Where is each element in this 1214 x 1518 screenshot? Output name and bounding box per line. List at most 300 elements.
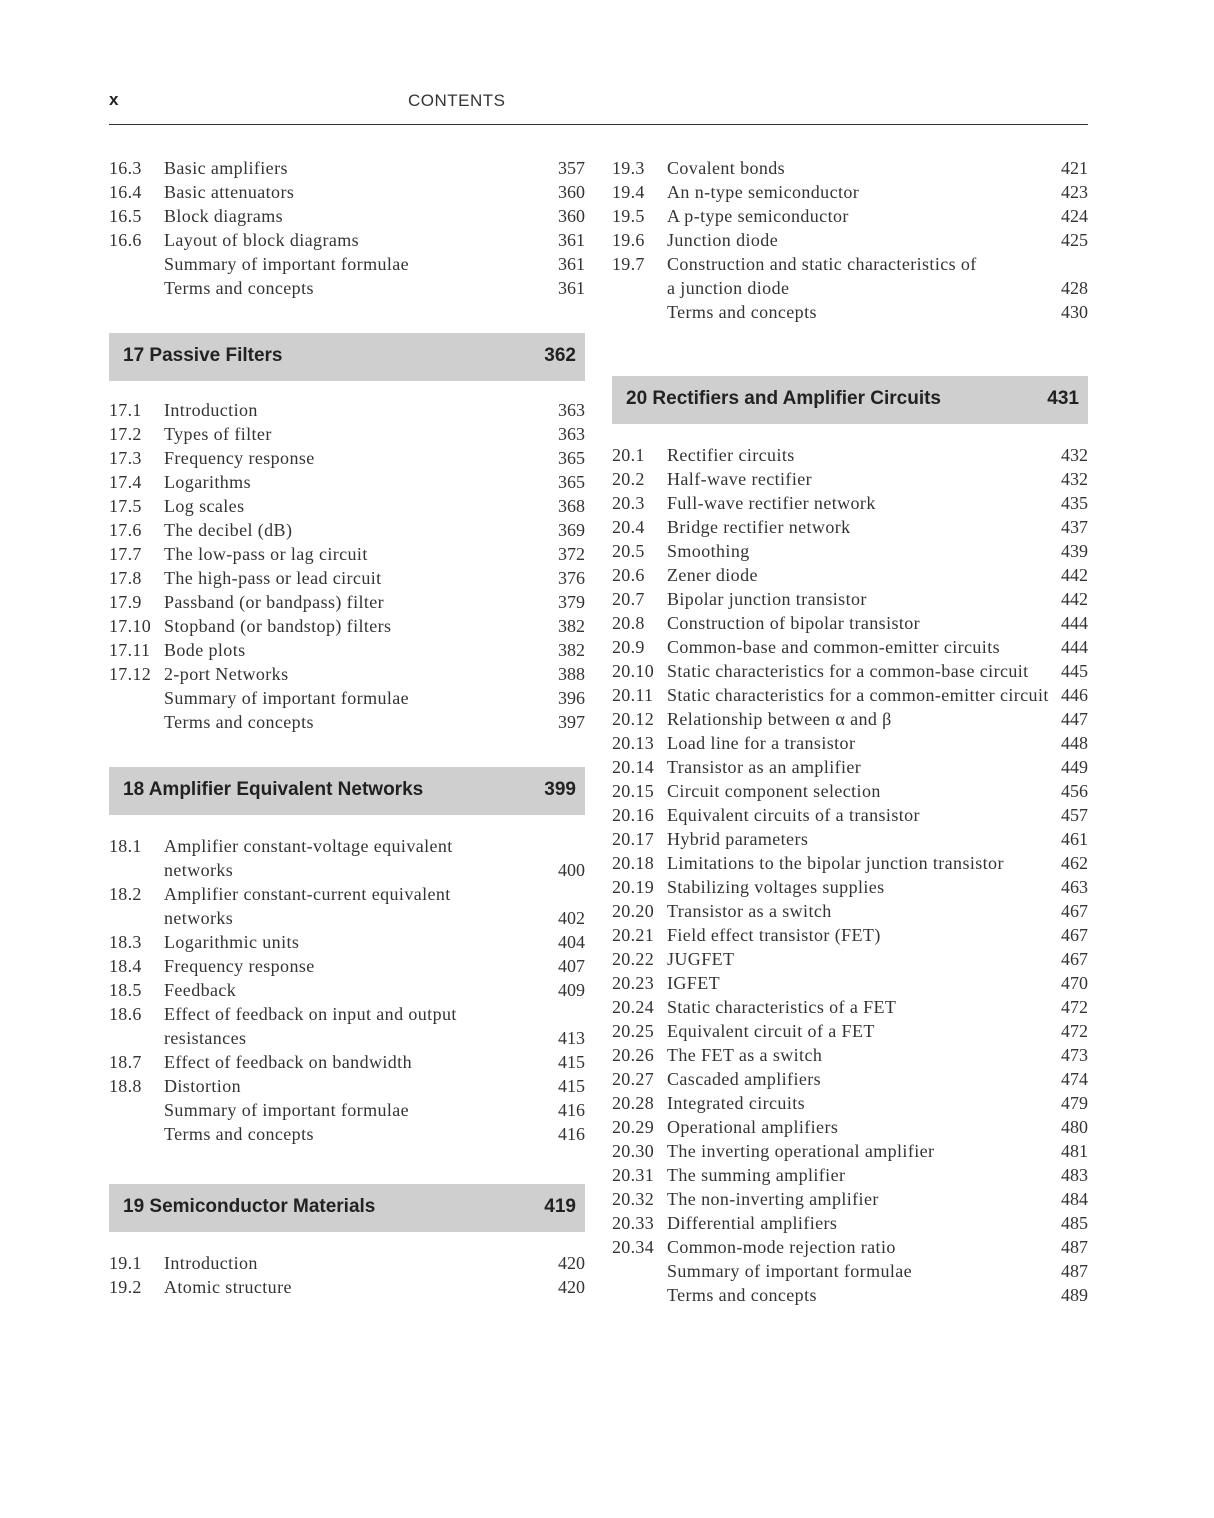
toc-entry[interactable] [612, 228, 1088, 252]
section-title: Common-base and common-emitter circuits [667, 637, 1001, 657]
toc-entry[interactable] [612, 1067, 1088, 1091]
section-title: networks [164, 860, 234, 880]
toc-entry[interactable] [109, 1026, 585, 1050]
chapter-heading-18[interactable] [109, 767, 585, 815]
page-number: 415 [558, 1076, 585, 1096]
section-title: The non-inverting amplifier [667, 1189, 879, 1209]
page-number: 407 [558, 956, 585, 976]
section-number: 16.6 [109, 230, 142, 250]
page-number: 437 [1061, 517, 1088, 537]
toc-entry[interactable] [612, 755, 1088, 779]
page-number: 487 [1061, 1237, 1088, 1257]
section-title: Static characteristics for a common-emitter circuit [667, 685, 1049, 705]
section-number: 20.17 [612, 829, 654, 849]
toc-entry[interactable] [612, 611, 1088, 635]
page-number: 445 [1061, 661, 1088, 681]
section-number: 19.4 [612, 182, 645, 202]
section-title: Operational amplifiers [667, 1117, 839, 1137]
section-number: 20.20 [612, 901, 654, 921]
section-number: 20.7 [612, 589, 645, 609]
toc-entry[interactable] [612, 851, 1088, 875]
section-title: Amplifier constant-current equivalent [164, 884, 451, 904]
toc-entry[interactable] [109, 1050, 585, 1074]
toc-entry[interactable] [612, 731, 1088, 755]
section-number: 20.4 [612, 517, 645, 537]
section-number: 16.5 [109, 206, 142, 226]
page-number: 439 [1061, 541, 1088, 561]
section-title: Terms and concepts [667, 1285, 817, 1305]
section-title: Effect of feedback on input and output [164, 1004, 457, 1024]
page-number: 388 [558, 664, 585, 684]
running-head: CONTENTS [408, 91, 506, 110]
chapter-title: 18 Amplifier Equivalent Networks [123, 779, 424, 800]
page-number: 480 [1061, 1117, 1088, 1137]
section-number: 20.2 [612, 469, 645, 489]
section-number: 17.5 [109, 496, 142, 516]
toc-entry[interactable] [612, 635, 1088, 659]
page-number: 368 [558, 496, 585, 516]
section-number: 17.8 [109, 568, 142, 588]
section-number: 20.31 [612, 1165, 654, 1185]
section-number: 20.33 [612, 1213, 654, 1233]
section-number: 17.3 [109, 448, 142, 468]
toc-entry[interactable] [109, 422, 585, 446]
page-number: 361 [558, 278, 585, 298]
section-number: 17.7 [109, 544, 142, 564]
page-number: 425 [1061, 230, 1088, 250]
section-number: 20.29 [612, 1117, 654, 1137]
section-number: 18.2 [109, 884, 142, 904]
toc-entry[interactable] [109, 518, 585, 542]
toc-entry[interactable] [612, 1259, 1088, 1283]
page-number: 420 [558, 1253, 585, 1273]
section-number: 20.32 [612, 1189, 654, 1209]
page-number: 430 [1061, 302, 1088, 322]
section-title: Common-mode rejection ratio [667, 1237, 896, 1257]
section-title: Differential amplifiers [667, 1213, 838, 1233]
toc-entry[interactable] [109, 252, 585, 276]
section-number: 20.27 [612, 1069, 654, 1089]
section-title: The FET as a switch [667, 1045, 823, 1065]
section-number: 20.26 [612, 1045, 654, 1065]
page-number: 379 [558, 592, 585, 612]
page-number: 416 [558, 1124, 585, 1144]
section-title: Limitations to the bipolar junction transistor [667, 853, 1004, 873]
section-number: 20.28 [612, 1093, 654, 1113]
page-number: 457 [1061, 805, 1088, 825]
section-title: Zener diode [667, 565, 758, 585]
toc-entry[interactable] [109, 1251, 585, 1275]
section-number: 20.23 [612, 973, 654, 993]
page-number: 365 [558, 472, 585, 492]
page-number: 442 [1061, 565, 1088, 585]
section-number: 17.2 [109, 424, 142, 444]
page-number: 472 [1061, 997, 1088, 1017]
section-title: Circuit component selection [667, 781, 881, 801]
section-title: Frequency response [164, 956, 315, 976]
toc-entry[interactable] [612, 563, 1088, 587]
page-number: 435 [1061, 493, 1088, 513]
toc-entry[interactable] [612, 539, 1088, 563]
toc-entry[interactable] [612, 1163, 1088, 1187]
section-title: resistances [164, 1028, 247, 1048]
toc-entry[interactable] [109, 930, 585, 954]
section-number: 17.1 [109, 400, 142, 420]
page-number: 361 [558, 230, 585, 250]
toc-entry[interactable] [109, 1122, 585, 1146]
page-number: 432 [1061, 469, 1088, 489]
section-number: 20.34 [612, 1237, 654, 1257]
page-number: 487 [1061, 1261, 1088, 1281]
section-title: Rectifier circuits [667, 445, 795, 465]
toc-entry[interactable] [109, 590, 585, 614]
page-number: 444 [1061, 613, 1088, 633]
page-number: 449 [1061, 757, 1088, 777]
entry-list [612, 156, 1088, 324]
page-number: 396 [558, 688, 585, 708]
toc-entry[interactable] [109, 858, 585, 882]
page-number: 382 [558, 640, 585, 660]
toc-entry[interactable] [612, 707, 1088, 731]
section-title: IGFET [667, 973, 720, 993]
section-title: Transistor as an amplifier [667, 757, 862, 777]
toc-entry[interactable] [612, 1043, 1088, 1067]
page-number: 470 [1061, 973, 1088, 993]
page-header [109, 88, 1088, 125]
toc-entry[interactable] [612, 180, 1088, 204]
entry-list [612, 443, 1088, 1307]
toc-entry[interactable] [612, 467, 1088, 491]
page-number: 365 [558, 448, 585, 468]
toc-entry[interactable] [612, 1211, 1088, 1235]
section-number: 17.6 [109, 520, 142, 540]
toc-entry[interactable] [109, 470, 585, 494]
toc-entry[interactable] [109, 662, 585, 686]
page-number: 415 [558, 1052, 585, 1072]
page-number: 369 [558, 520, 585, 540]
toc-entry[interactable] [612, 1283, 1088, 1307]
section-title: Introduction [164, 400, 258, 420]
section-number: 20.15 [612, 781, 654, 801]
toc-entry[interactable] [109, 1074, 585, 1098]
section-number: 20.14 [612, 757, 654, 777]
section-title: Summary of important formulae [164, 1100, 410, 1120]
entry-list [109, 156, 585, 300]
toc-entry[interactable] [612, 204, 1088, 228]
page-number: 416 [558, 1100, 585, 1120]
page-number: 382 [558, 616, 585, 636]
section-number: 19.6 [612, 230, 645, 250]
section-number: 20.30 [612, 1141, 654, 1161]
section-number: 17.12 [109, 664, 151, 684]
toc-entry[interactable] [612, 1235, 1088, 1259]
section-number: 18.1 [109, 836, 142, 856]
section-title: 2-port Networks [164, 664, 289, 684]
toc-entry[interactable] [612, 875, 1088, 899]
section-title: Summary of important formulae [667, 1261, 913, 1281]
section-number: 17.11 [109, 640, 151, 660]
section-number: 20.21 [612, 925, 654, 945]
toc-entry[interactable] [109, 542, 585, 566]
page-number: 363 [558, 400, 585, 420]
page-number: 472 [1061, 1021, 1088, 1041]
section-title: Bipolar junction transistor [667, 589, 867, 609]
toc-entry[interactable] [612, 995, 1088, 1019]
section-number: 20.19 [612, 877, 654, 897]
section-title: Transistor as a switch [667, 901, 832, 921]
toc-entry[interactable] [109, 204, 585, 228]
section-number: 18.5 [109, 980, 142, 1000]
page-number: 485 [1061, 1213, 1088, 1233]
page-number: 400 [558, 860, 585, 880]
page-number: 361 [558, 254, 585, 274]
entry-list [109, 1251, 585, 1299]
toc-entry[interactable] [109, 978, 585, 1002]
section-title: Smoothing [667, 541, 750, 561]
section-number: 20.5 [612, 541, 645, 561]
section-title: Types of filter [164, 424, 272, 444]
toc-entry[interactable] [109, 834, 585, 858]
toc-entry[interactable] [109, 566, 585, 590]
section-title: Introduction [164, 1253, 258, 1273]
toc-entry[interactable] [109, 494, 585, 518]
page-number: 357 [558, 158, 585, 178]
section-title: Logarithms [164, 472, 251, 492]
section-title: Integrated circuits [667, 1093, 806, 1113]
toc-entry[interactable] [612, 1139, 1088, 1163]
chapter-heading-20[interactable] [612, 376, 1088, 424]
section-title: Construction of bipolar transistor [667, 613, 921, 633]
toc-entry[interactable] [109, 398, 585, 422]
toc-entry[interactable] [109, 882, 585, 906]
toc-entry[interactable] [612, 156, 1088, 180]
section-title: Field effect transistor (FET) [667, 925, 881, 945]
section-title: JUGFET [667, 949, 735, 969]
page-number: 360 [558, 182, 585, 202]
section-number: 20.12 [612, 709, 654, 729]
section-number: 17.4 [109, 472, 142, 492]
toc-entry[interactable] [612, 300, 1088, 324]
section-number: 20.18 [612, 853, 654, 873]
toc-entry[interactable] [612, 779, 1088, 803]
section-title: Load line for a transistor [667, 733, 856, 753]
chapter-page: 419 [544, 1196, 576, 1217]
page-number: 463 [1061, 877, 1088, 897]
page-number: 467 [1061, 949, 1088, 969]
section-number: 20.25 [612, 1021, 654, 1041]
page-number: 447 [1061, 709, 1088, 729]
toc-entry[interactable] [109, 446, 585, 470]
section-title: Basic attenuators [164, 182, 295, 202]
page-number: 489 [1061, 1285, 1088, 1305]
section-title: Feedback [164, 980, 237, 1000]
toc-entry[interactable] [612, 803, 1088, 827]
toc-entry[interactable] [612, 827, 1088, 851]
toc-entry[interactable] [612, 683, 1088, 707]
page-number: 446 [1061, 685, 1088, 705]
section-number: 20.10 [612, 661, 654, 681]
toc-entry[interactable] [612, 276, 1088, 300]
entry-list [109, 834, 585, 1146]
chapter-page: 431 [1047, 388, 1079, 409]
chapter-page: 362 [544, 345, 576, 366]
section-title: The summing amplifier [667, 1165, 846, 1185]
page-number: x [109, 90, 119, 109]
chapter-heading-19[interactable] [109, 1184, 585, 1232]
section-title: An n-type semiconductor [667, 182, 860, 202]
toc-entry[interactable] [109, 686, 585, 710]
toc-entry[interactable] [612, 899, 1088, 923]
toc-entry[interactable] [612, 1187, 1088, 1211]
section-title: Static characteristics for a common-base circuit [667, 661, 1029, 681]
section-title: Layout of block diagrams [164, 230, 360, 250]
toc-entry[interactable] [612, 252, 1088, 276]
section-number: 18.6 [109, 1004, 142, 1024]
section-title: Distortion [164, 1076, 242, 1096]
page-number: 404 [558, 932, 585, 952]
page-number: 421 [1061, 158, 1088, 178]
section-title: Cascaded amplifiers [667, 1069, 822, 1089]
section-number: 16.4 [109, 182, 142, 202]
section-title: The decibel (dB) [164, 520, 293, 540]
page-number: 479 [1061, 1093, 1088, 1113]
chapter-page: 399 [544, 779, 576, 800]
section-number: 16.3 [109, 158, 142, 178]
page-number: 423 [1061, 182, 1088, 202]
section-title: Bridge rectifier network [667, 517, 851, 537]
toc-entry[interactable] [612, 1115, 1088, 1139]
section-title: networks [164, 908, 234, 928]
toc-entry[interactable] [612, 443, 1088, 467]
section-number: 17.9 [109, 592, 142, 612]
section-number: 20.13 [612, 733, 654, 753]
toc-entry[interactable] [109, 1275, 585, 1299]
section-number: 20.6 [612, 565, 645, 585]
page-number: 363 [558, 424, 585, 444]
toc-entry[interactable] [109, 614, 585, 638]
page-number: 444 [1061, 637, 1088, 657]
page-number: 467 [1061, 925, 1088, 945]
section-number: 18.8 [109, 1076, 142, 1096]
section-title: Stopband (or bandstop) filters [164, 616, 392, 636]
toc-entry[interactable] [612, 1091, 1088, 1115]
section-number: 20.22 [612, 949, 654, 969]
section-number: 18.3 [109, 932, 142, 952]
page-number: 462 [1061, 853, 1088, 873]
section-title: Equivalent circuits of a transistor [667, 805, 920, 825]
page-number: 428 [1061, 278, 1088, 298]
page-number: 456 [1061, 781, 1088, 801]
toc-entry[interactable] [109, 180, 585, 204]
section-number: 20.11 [612, 685, 654, 705]
section-number: 19.7 [612, 254, 645, 274]
toc-entry[interactable] [109, 156, 585, 180]
section-title: Terms and concepts [164, 1124, 314, 1144]
section-number: 18.7 [109, 1052, 142, 1072]
page-number: 402 [558, 908, 585, 928]
section-number: 19.3 [612, 158, 645, 178]
page-number: 397 [558, 712, 585, 732]
page-number: 448 [1061, 733, 1088, 753]
entry-list [109, 398, 585, 734]
section-number: 20.24 [612, 997, 654, 1017]
toc-entry[interactable] [612, 587, 1088, 611]
section-title: The inverting operational amplifier [667, 1141, 935, 1161]
page-number: 467 [1061, 901, 1088, 921]
section-title: Basic amplifiers [164, 158, 288, 178]
page-number: 442 [1061, 589, 1088, 609]
chapter-title: 20 Rectifiers and Amplifier Circuits [626, 388, 942, 409]
contents-column-left [109, 156, 585, 1299]
section-number: 18.4 [109, 956, 142, 976]
toc-entry[interactable] [109, 1098, 585, 1122]
toc-entry[interactable] [109, 1002, 585, 1026]
toc-entry[interactable] [612, 491, 1088, 515]
toc-entry[interactable] [109, 228, 585, 252]
toc-entry[interactable] [109, 276, 585, 300]
toc-entry[interactable] [109, 638, 585, 662]
page-number: 481 [1061, 1141, 1088, 1161]
section-title: Frequency response [164, 448, 315, 468]
section-number: 17.10 [109, 616, 151, 636]
chapter-title: 17 Passive Filters [123, 345, 283, 366]
section-title: A p-type semiconductor [667, 206, 849, 226]
section-title: Relationship between α and β [667, 709, 892, 729]
toc-entry[interactable] [109, 954, 585, 978]
section-title: Summary of important formulae [164, 254, 410, 274]
page-number: 474 [1061, 1069, 1088, 1089]
section-title: Full-wave rectifier network [667, 493, 876, 513]
section-title: Logarithmic units [164, 932, 300, 952]
page-number: 432 [1061, 445, 1088, 465]
section-title: Terms and concepts [667, 302, 817, 322]
toc-entry[interactable] [612, 659, 1088, 683]
section-number: 19.2 [109, 1277, 142, 1297]
page-number: 424 [1061, 206, 1088, 226]
section-title: Summary of important formulae [164, 688, 410, 708]
section-title: The low-pass or lag circuit [164, 544, 368, 564]
toc-entry[interactable] [612, 1019, 1088, 1043]
section-title: Covalent bonds [667, 158, 786, 178]
page-number: 473 [1061, 1045, 1088, 1065]
section-title: Amplifier constant-voltage equivalent [164, 836, 453, 856]
toc-entry[interactable] [612, 923, 1088, 947]
section-number: 20.3 [612, 493, 645, 513]
contents-column-right [612, 156, 1088, 1307]
section-number: 20.9 [612, 637, 645, 657]
page-number: 461 [1061, 829, 1088, 849]
toc-entry[interactable] [612, 971, 1088, 995]
page-number: 372 [558, 544, 585, 564]
toc-entry[interactable] [612, 947, 1088, 971]
section-title: Terms and concepts [164, 712, 314, 732]
chapter-title: 19 Semiconductor Materials [123, 1196, 376, 1217]
section-title: Hybrid parameters [667, 829, 809, 849]
section-number: 19.5 [612, 206, 645, 226]
section-number: 20.16 [612, 805, 654, 825]
section-title: Block diagrams [164, 206, 284, 226]
section-title: Junction diode [667, 230, 779, 250]
section-title: Construction and static characteristics of [667, 254, 977, 274]
page-number: 413 [558, 1028, 585, 1048]
page-number: 376 [558, 568, 585, 588]
chapter-heading-17[interactable] [109, 333, 585, 381]
toc-entry[interactable] [109, 710, 585, 734]
toc-entry[interactable] [109, 906, 585, 930]
section-title: Effect of feedback on bandwidth [164, 1052, 412, 1072]
toc-entry[interactable] [612, 515, 1088, 539]
section-title: Terms and concepts [164, 278, 314, 298]
